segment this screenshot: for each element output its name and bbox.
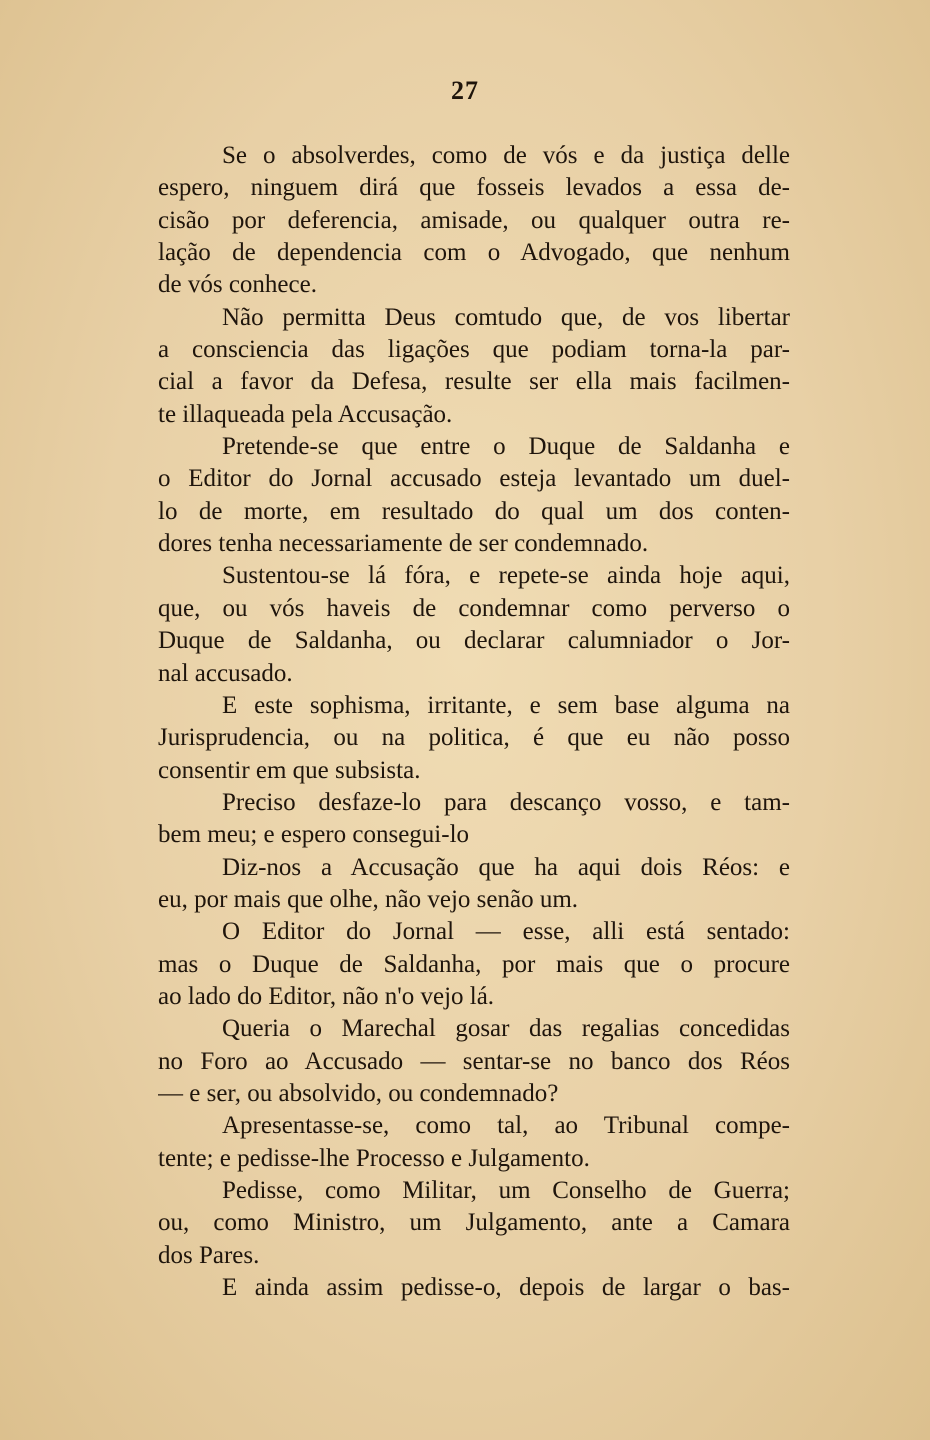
text-line: de vós conhece. xyxy=(158,271,317,299)
text-line: cisão por deferencia, amisade, ou qualquer outra re- xyxy=(158,206,790,234)
text-line: O Editor do Jornal — esse, alli está sentado: xyxy=(222,918,790,946)
text-line: E este sophisma, irritante, e sem base alguma na xyxy=(222,691,790,719)
page-number: 27 xyxy=(451,76,479,105)
text-line: Pretende-se que entre o Duque de Saldanha e xyxy=(222,433,790,461)
text-line: nal accusado. xyxy=(158,659,293,687)
text-line: que, ou vós haveis de condemnar como perverso o xyxy=(158,594,790,622)
text-line: dos Pares. xyxy=(158,1241,260,1269)
text-line: lação de dependencia com o Advogado, que nenhum xyxy=(158,239,790,267)
text-line: tente; e pedisse-lhe Processo e Julgamento. xyxy=(158,1144,590,1172)
text-line: no Foro ao Accusado — sentar-se no banco dos Réos xyxy=(158,1047,790,1075)
text-line: — e ser, ou absolvido, ou condemnado? xyxy=(158,1079,559,1107)
text-line: o Editor do Jornal accusado esteja levantado um duel- xyxy=(158,465,790,493)
text-line: eu, por mais que olhe, não vejo senão um. xyxy=(158,885,579,913)
text-line: dores tenha necessariamente de ser condemnado. xyxy=(158,530,649,558)
text-line: Sustentou-se lá fóra, e repete-se ainda hoje aqui, xyxy=(222,562,790,590)
text-line: espero, ninguem dirá que fosseis levados a essa de- xyxy=(158,174,790,202)
text-line: consentir em que subsista. xyxy=(158,756,421,784)
text-line: te illaqueada pela Accusação. xyxy=(158,400,453,428)
text-line: lo de morte, em resultado do qual um dos conten- xyxy=(158,497,790,525)
text-line: Preciso desfaze-lo para descanço vosso, e tam- xyxy=(222,788,790,816)
text-line: ao lado do Editor, não n'o vejo lá. xyxy=(158,982,495,1010)
text-line: Duque de Saldanha, ou declarar calumniador o Jor- xyxy=(158,627,790,655)
text-line: bem meu; e espero consegui-lo xyxy=(158,821,470,849)
text-line: Se o absolverdes, como de vós e da justiça delle xyxy=(222,142,790,169)
text-line: Jurisprudencia, ou na politica, é que eu não posso xyxy=(158,724,790,752)
body-text xyxy=(158,140,790,1304)
text-line: Queria o Marechal gosar das regalias concedidas xyxy=(222,1015,790,1043)
text-line: Apresentasse-se, como tal, ao Tribunal compe- xyxy=(222,1112,790,1140)
text-line: Não permitta Deus comtudo que, de vos libertar xyxy=(222,303,790,331)
text-line: ou, como Ministro, um Julgamento, ante a Camara xyxy=(158,1209,790,1237)
text-line: cial a favor da Defesa, resulte ser ella mais facilmen- xyxy=(158,368,790,396)
text-line: mas o Duque de Saldanha, por mais que o procure xyxy=(158,950,790,978)
text-line: Diz-nos a Accusação que ha aqui dois Réos: e xyxy=(222,853,790,881)
text-line: a consciencia das ligações que podiam torna-la par- xyxy=(158,336,790,364)
text-line: E ainda assim pedisse-o, depois de largar o bas- xyxy=(222,1274,790,1302)
text-line: Pedisse, como Militar, um Conselho de Guerra; xyxy=(222,1177,790,1204)
